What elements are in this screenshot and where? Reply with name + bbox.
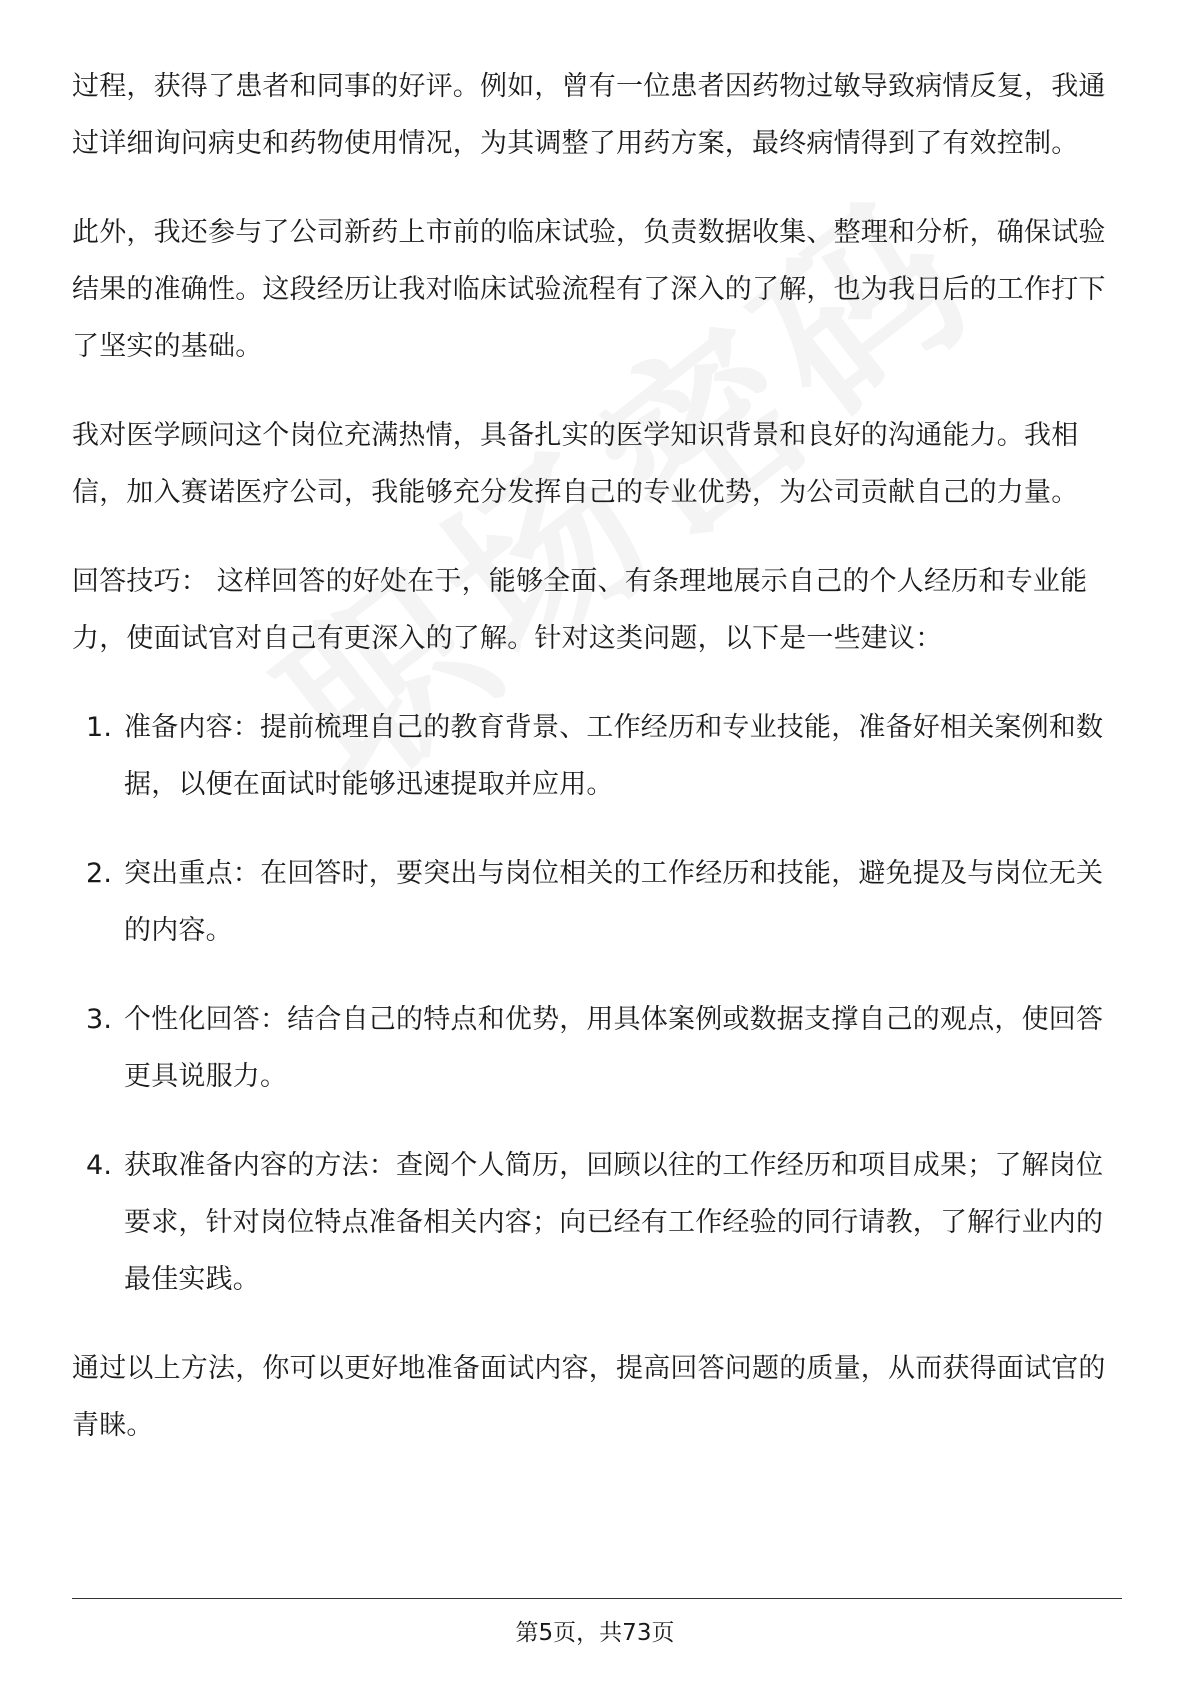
list-item-text: 个性化回答：结合自己的特点和优势，用具体案例或数据支撑自己的观点，使回答更具说服力。 xyxy=(124,1004,1104,1092)
list-item xyxy=(72,845,1122,959)
paragraph-closing: 通过以上方法，你可以更好地准备面试内容，提高回答问题的质量，从而获得面试官的青睐。 xyxy=(72,1353,1106,1441)
list-item-number: 3. xyxy=(86,1004,113,1035)
tips-list xyxy=(72,699,1122,1308)
list-item xyxy=(72,1137,1122,1308)
list-item-number: 4. xyxy=(86,1150,113,1181)
paragraph-clinical-trial: 此外，我还参与了公司新药上市前的临床试验，负责数据收集、整理和分析，确保试验结果的准确性。这段经历让我对临床试验流程有了深入的了解，也为我日后的工作打下了坚实的基础。 xyxy=(72,217,1106,362)
paragraph-experience: 过程，获得了患者和同事的好评。例如，曾有一位患者因药物过敏导致病情反复，我通过详细询问病史和药物使用情况，为其调整了用药方案，最终病情得到了有效控制。 xyxy=(72,71,1106,159)
list-item-text: 准备内容：提前梳理自己的教育背景、工作经历和专业技能，准备好相关案例和数据，以便在面试时能够迅速提取并应用。 xyxy=(124,712,1104,800)
list-item-number: 1. xyxy=(86,712,113,743)
paragraph-motivation: 我对医学顾问这个岗位充满热情，具备扎实的医学知识背景和良好的沟通能力。我相信，加入赛诺医疗公司，我能够充分发挥自己的专业优势，为公司贡献自己的力量。 xyxy=(72,420,1079,508)
list-item-number: 2. xyxy=(86,858,113,889)
list-item xyxy=(72,991,1122,1105)
paragraph-answer-tips: 回答技巧： 这样回答的好处在于，能够全面、有条理地展示自己的个人经历和专业能力，使面试官对自己有更深入的了解。针对这类问题，以下是一些建议： xyxy=(72,566,1088,654)
list-item-text: 获取准备内容的方法：查阅个人简历，回顾以往的工作经历和项目成果；了解岗位要求，针对岗位特点准备相关内容；向已经有工作经验的同行请教，了解行业内的最佳实践。 xyxy=(124,1150,1104,1295)
page-number: 第5页，共73页 xyxy=(515,1620,675,1646)
list-item xyxy=(72,699,1122,813)
footer-divider xyxy=(72,1598,1122,1599)
page-content xyxy=(72,58,1122,1486)
list-item-text: 突出重点：在回答时，要突出与岗位相关的工作经历和技能，避免提及与岗位无关的内容。 xyxy=(124,858,1104,946)
